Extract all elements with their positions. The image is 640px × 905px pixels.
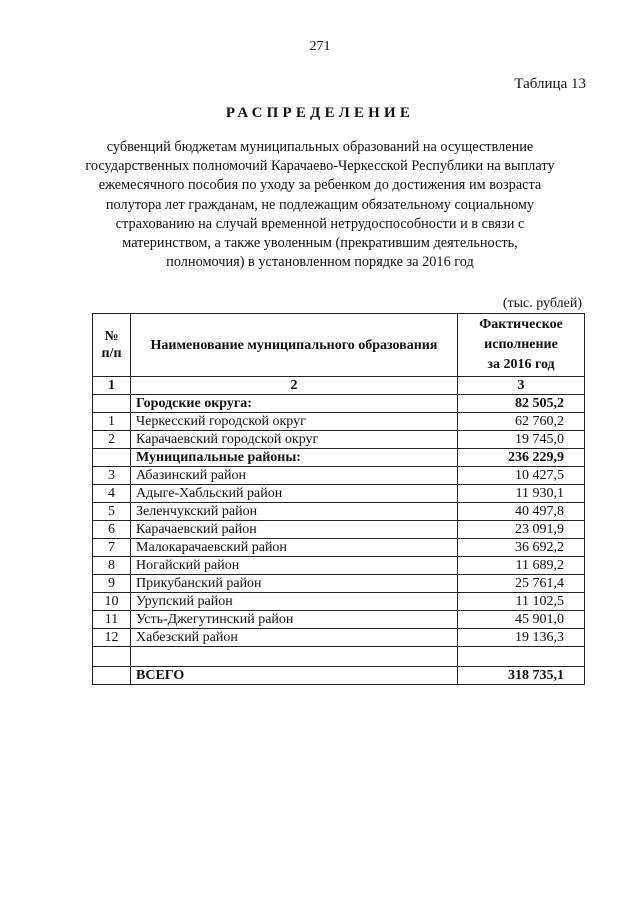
- row-value: 11 102,5: [458, 593, 585, 611]
- row-number: 1: [93, 413, 131, 431]
- table-row: [93, 557, 585, 575]
- column-number: 3: [458, 377, 585, 395]
- row-name: Черкесский городской округ: [131, 413, 458, 431]
- table-row: [93, 629, 585, 647]
- row-number: 12: [93, 629, 131, 647]
- row-value: 318 735,1: [458, 667, 585, 685]
- page-number: 271: [309, 39, 331, 54]
- row-value: 10 427,5: [458, 467, 585, 485]
- row-name: [131, 647, 458, 667]
- row-name: ВСЕГО: [131, 667, 458, 685]
- row-value: 36 692,2: [458, 539, 585, 557]
- row-number: 8: [93, 557, 131, 575]
- row-number: 10: [93, 593, 131, 611]
- row-name: Карачаевский городской округ: [131, 431, 458, 449]
- row-value: 236 229,9: [458, 449, 585, 467]
- row-value: 25 761,4: [458, 575, 585, 593]
- row-number: [93, 647, 131, 667]
- table-header-row: [93, 314, 585, 377]
- row-name: Прикубанский район: [131, 575, 458, 593]
- row-number: 2: [93, 431, 131, 449]
- row-value: 82 505,2: [458, 395, 585, 413]
- row-name: Усть-Джегутинский район: [131, 611, 458, 629]
- row-number: [93, 395, 131, 413]
- row-number: 11: [93, 611, 131, 629]
- row-number: [93, 449, 131, 467]
- document-title: РАСПРЕДЕЛЕНИЕ: [225, 105, 415, 121]
- row-value: 19 745,0: [458, 431, 585, 449]
- row-name: Муниципальные районы:: [131, 449, 458, 467]
- table-row: [93, 539, 585, 557]
- subtitle-line: материнством, а также уволенным (прекратившим деятельность,: [122, 235, 518, 252]
- row-number: 3: [93, 467, 131, 485]
- row-value: 19 136,3: [458, 629, 585, 647]
- subtitle-line: полномочия) в установленном порядке за 2016 год: [166, 254, 474, 271]
- distribution-table: [92, 313, 585, 685]
- table-row: [93, 467, 585, 485]
- subtitle-line: государственных полномочий Карачаево-Черкесской Республики на выплату: [85, 158, 555, 175]
- row-number: 7: [93, 539, 131, 557]
- table-body: [93, 395, 585, 685]
- header-value-line: исполнение: [484, 337, 558, 352]
- row-number: 5: [93, 503, 131, 521]
- header-value: [458, 314, 585, 377]
- document-subtitle: [80, 138, 560, 272]
- row-value: 62 760,2: [458, 413, 585, 431]
- column-number: 2: [131, 377, 458, 395]
- row-name: Ногайский район: [131, 557, 458, 575]
- subtitle-line: ежемесячного пособия по уходу за ребенком до достижения им возраста: [98, 177, 542, 194]
- row-name: Урупский район: [131, 593, 458, 611]
- row-name: Карачаевский район: [131, 521, 458, 539]
- subtitle-line: страхованию на случай временной нетрудоспособности и в связи с: [115, 215, 525, 232]
- header-value-line: Фактическое: [479, 317, 563, 332]
- row-value: 11 930,1: [458, 485, 585, 503]
- table-row: [93, 647, 585, 667]
- header-number: № п/п: [93, 314, 131, 377]
- subtitle-line: субвенций бюджетам муниципальных образований на осуществление: [106, 139, 534, 155]
- table-row: [93, 413, 585, 431]
- subtitle-line: полутора лет гражданам, не подлежащим обязательному социальному: [105, 196, 535, 213]
- row-value: 40 497,8: [458, 503, 585, 521]
- row-name: Малокарачаевский район: [131, 539, 458, 557]
- header-name: Наименование муниципального образования: [131, 314, 458, 377]
- row-name: Хабезский район: [131, 629, 458, 647]
- row-name: Зеленчукский район: [131, 503, 458, 521]
- table-row: [93, 485, 585, 503]
- row-number: 9: [93, 575, 131, 593]
- row-number: [93, 667, 131, 685]
- total-row: [93, 667, 585, 685]
- group-row: [93, 395, 585, 413]
- row-number: 4: [93, 485, 131, 503]
- units-label: (тыс. рублей): [502, 296, 582, 311]
- table-row: [93, 431, 585, 449]
- column-number-row: [93, 377, 585, 395]
- row-number: 6: [93, 521, 131, 539]
- group-row: [93, 449, 585, 467]
- table-row: [93, 593, 585, 611]
- row-value: [458, 647, 585, 667]
- header-value-line: за 2016 год: [487, 357, 555, 372]
- table-row: [93, 575, 585, 593]
- column-number: 1: [93, 377, 131, 395]
- row-value: 11 689,2: [458, 557, 585, 575]
- table-row: [93, 611, 585, 629]
- row-value: 23 091,9: [458, 521, 585, 539]
- table-row: [93, 521, 585, 539]
- table-row: [93, 503, 585, 521]
- row-name: Адыге-Хабльский район: [131, 485, 458, 503]
- row-name: Абазинский район: [131, 467, 458, 485]
- row-value: 45 901,0: [458, 611, 585, 629]
- row-name: Городские округа:: [131, 395, 458, 413]
- table-label: Таблица 13: [514, 76, 586, 92]
